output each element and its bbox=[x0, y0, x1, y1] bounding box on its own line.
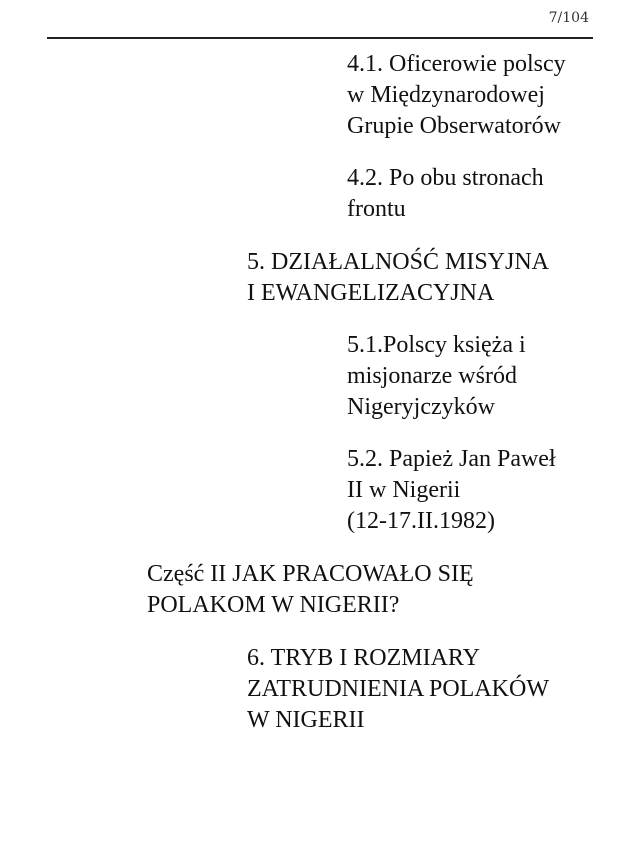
toc-entry-line: Grupie Obserwatorów bbox=[347, 113, 561, 139]
toc-entry-line: 4.2. Po obu stronach bbox=[347, 165, 544, 191]
toc-entry-line: ZATRUDNIENIA POLAKÓW bbox=[247, 676, 549, 702]
toc-entry-line: misjonarze wśród bbox=[347, 363, 517, 389]
toc-entry-line: w Międzynarodowej bbox=[347, 82, 545, 108]
toc-entry-line: 5.2. Papież Jan Paweł bbox=[347, 446, 556, 472]
header-divider bbox=[47, 37, 593, 39]
toc-entry-line: 4.1. Oficerowie polscy bbox=[347, 51, 566, 77]
toc-entry-line: I EWANGELIZACYJNA bbox=[247, 280, 495, 306]
toc-entry-part-2 bbox=[147, 559, 474, 621]
toc-entry-line: (12-17.II.1982) bbox=[347, 508, 495, 534]
toc-entry-line: 5. DZIAŁALNOŚĆ MISYJNA bbox=[247, 249, 550, 275]
toc-entry-line: Nigeryjczyków bbox=[347, 394, 495, 420]
page-number: 7/104 bbox=[548, 10, 589, 26]
toc-entry-5 bbox=[247, 247, 549, 309]
toc-entry-line: W NIGERII bbox=[247, 707, 365, 733]
toc-entry-line: POLAKOM W NIGERII? bbox=[147, 592, 400, 618]
toc-entry-6 bbox=[247, 643, 549, 736]
toc-entry-line: Część II JAK PRACOWAŁO SIĘ bbox=[147, 561, 474, 587]
toc-entry-4-1 bbox=[347, 49, 566, 142]
toc-entry-line: 6. TRYB I ROZMIARY bbox=[247, 645, 480, 671]
toc-entry-line: frontu bbox=[347, 196, 406, 222]
toc-entry-5-2 bbox=[347, 444, 556, 537]
toc-entry-5-1 bbox=[347, 330, 526, 423]
toc-entry-line: 5.1.Polscy księża i bbox=[347, 332, 526, 358]
toc-entry-line: II w Nigerii bbox=[347, 477, 461, 503]
toc-entry-4-2 bbox=[347, 163, 544, 225]
